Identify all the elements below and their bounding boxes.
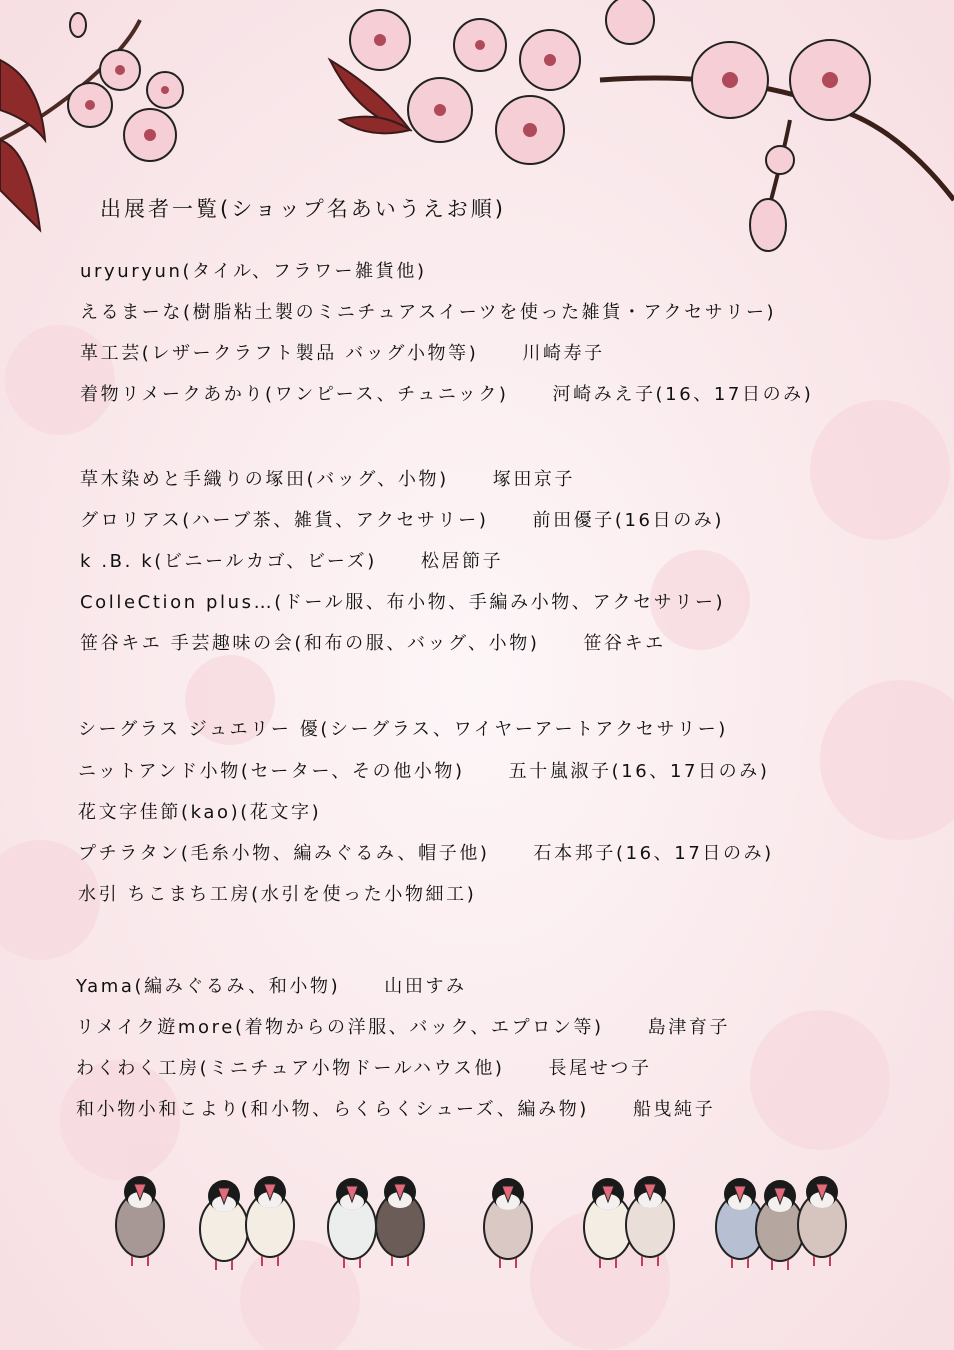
owner-name: 船曳純子 bbox=[632, 1099, 716, 1120]
shop-name: 草木染めと手織りの塚田(バッグ、小物) bbox=[80, 469, 449, 490]
owner-name: 塚田京子 bbox=[492, 469, 576, 490]
shop-name: わくわく工房(ミニチュア小物ドールハウス他) bbox=[76, 1058, 505, 1079]
list-item bbox=[80, 633, 666, 655]
list-item bbox=[76, 1058, 652, 1080]
list-item bbox=[80, 302, 776, 324]
shop-name: 着物リメークあかり(ワンピース、チュニック) bbox=[80, 384, 509, 405]
shop-name: 水引 ちこまち工房(水引を使った小物細工) bbox=[78, 884, 477, 905]
list-item bbox=[76, 976, 467, 998]
list-item bbox=[78, 761, 769, 783]
java-sparrow-birds-icon bbox=[100, 1170, 860, 1280]
shop-name: Yama(編みぐるみ、和小物) bbox=[76, 976, 341, 997]
owner-name: 前田優子(16日のみ) bbox=[532, 510, 725, 531]
list-item bbox=[76, 1099, 715, 1121]
shop-name: 笹谷キエ 手芸趣味の会(和布の服、バッグ、小物) bbox=[80, 633, 540, 654]
owner-name: 島津育子 bbox=[647, 1017, 731, 1038]
owner-name: 河崎みえ子(16、17日のみ) bbox=[552, 384, 814, 405]
shop-name: ニットアンド小物(セーター、その他小物) bbox=[78, 761, 465, 782]
owner-name: 川崎寿子 bbox=[522, 343, 605, 364]
list-item bbox=[78, 843, 774, 865]
shop-name: シーグラス ジュエリー 優(シーグラス、ワイヤーアートアクセサリー) bbox=[78, 719, 728, 740]
list-item bbox=[80, 343, 605, 365]
shop-name: ColleCtion plus…(ドール服、布小物、手編み小物、アクセサリー) bbox=[80, 592, 726, 613]
owner-name: 長尾せつ子 bbox=[548, 1058, 652, 1079]
list-item bbox=[78, 719, 728, 741]
shop-name: 革工芸(レザークラフト製品 バッグ小物等) bbox=[80, 343, 479, 364]
page-title: 出展者一覧(ショップ名あいうえお順) bbox=[100, 197, 506, 221]
list-item bbox=[80, 384, 813, 406]
list-item bbox=[80, 592, 725, 614]
shop-name: 花文字佳節(kao)(花文字) bbox=[78, 802, 322, 823]
list-item bbox=[80, 510, 724, 532]
owner-name: 石本邦子(16、17日のみ) bbox=[533, 843, 774, 864]
owner-name: 松居節子 bbox=[420, 551, 504, 572]
owner-name: 山田すみ bbox=[384, 976, 467, 997]
list-item bbox=[78, 884, 476, 906]
shop-name: えるまーな(樹脂粘土製のミニチュアスイーツを使った雑貨・アクセサリー) bbox=[80, 302, 777, 323]
owner-name: 笹谷キエ bbox=[583, 633, 666, 654]
owner-name: 五十嵐淑子(16、17日のみ) bbox=[508, 761, 770, 782]
shop-name: リメイク遊more(着物からの洋服、バック、エプロン等) bbox=[76, 1017, 604, 1038]
shop-name: k .B. k(ビニールカゴ、ビーズ) bbox=[80, 551, 377, 572]
shop-name: 和小物小和こより(和小物、らくらくシューズ、編み物) bbox=[76, 1099, 589, 1120]
list-item bbox=[80, 261, 427, 283]
shop-name: グロリアス(ハーブ茶、雑貨、アクセサリー) bbox=[80, 510, 489, 531]
shop-name: uryuryun(タイル、フラワー雑貨他) bbox=[80, 261, 427, 282]
list-item bbox=[80, 469, 575, 491]
list-item bbox=[78, 802, 321, 824]
list-item bbox=[80, 551, 503, 573]
list-item bbox=[76, 1017, 730, 1039]
shop-name: プチラタン(毛糸小物、編みぐるみ、帽子他) bbox=[78, 843, 490, 864]
